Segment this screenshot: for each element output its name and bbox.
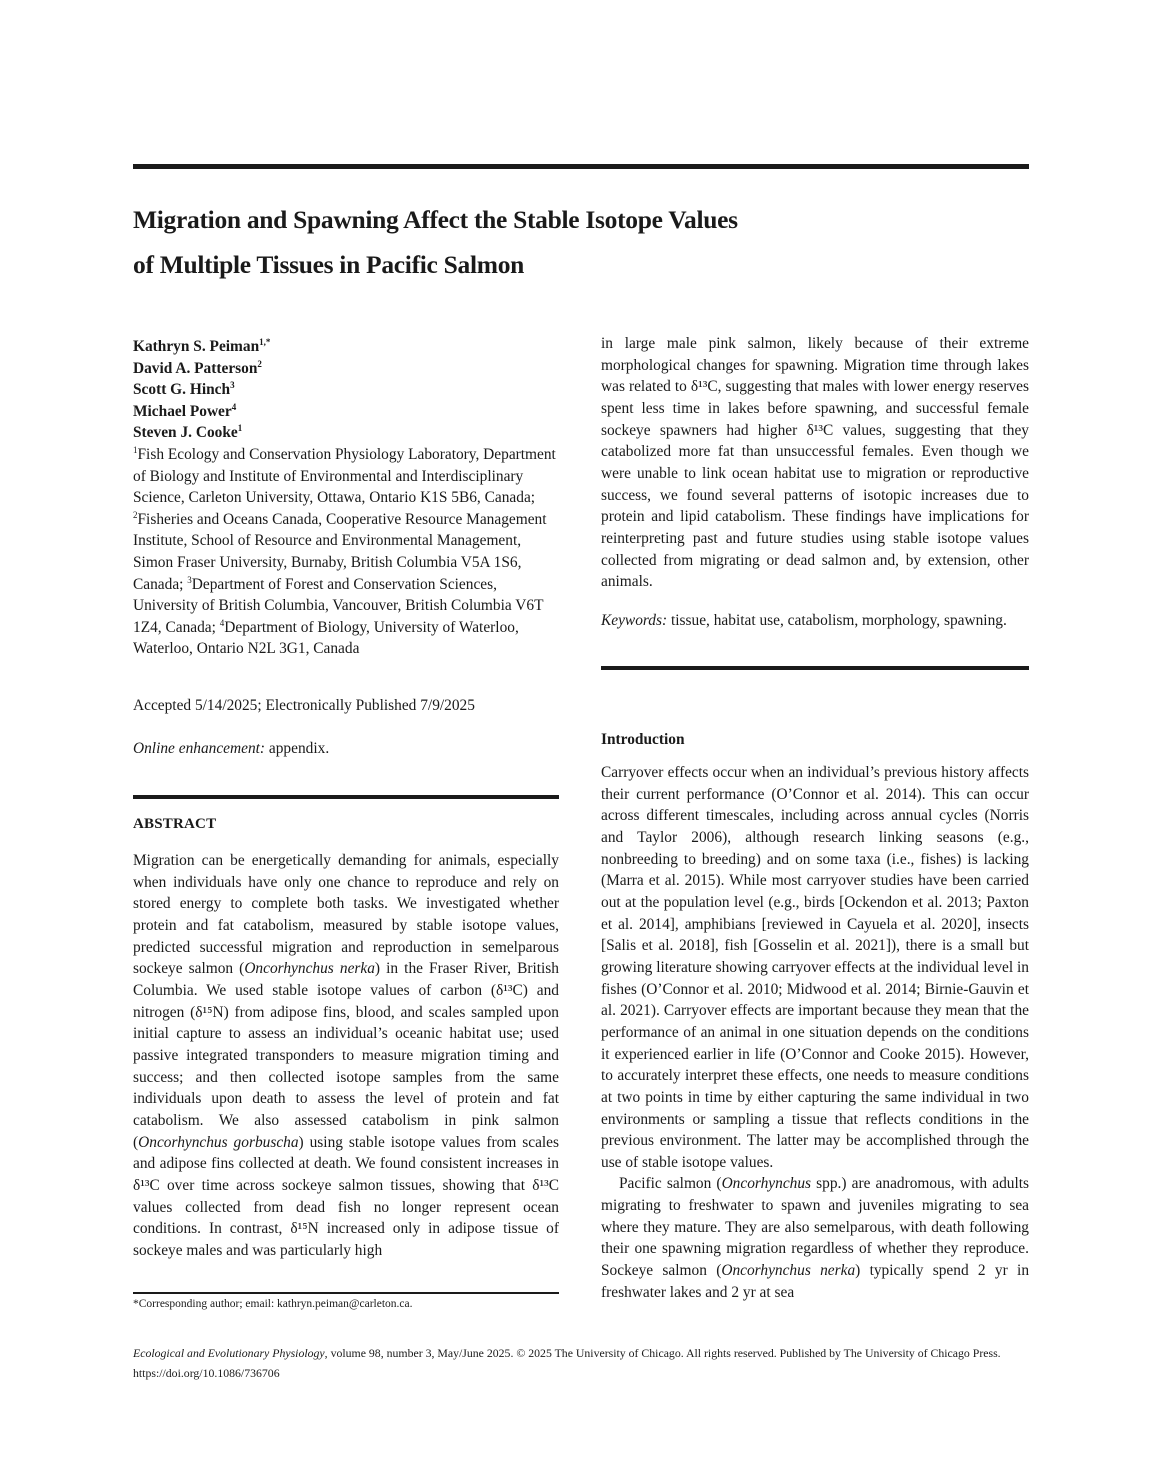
affiliation-3: Department of Forest and Conservation Sciences, University of British Columbia, Vancouver, British Columbia V6T 1Z4, Canada; (133, 575, 544, 636)
top-rule (133, 164, 1029, 169)
author-name: Scott G. Hinch (133, 381, 231, 399)
intro-text: spp.) are anadromous, with adults migrating to freshwater to spawn and juveniles migrating to sea where they mature. They are also semelparous, with death following their one spawning migration regardless of whether they reproduce. Sockeye salmon ( (601, 1175, 1029, 1280)
abstract-heading: ABSTRACT (133, 816, 217, 832)
affiliation-1: Fish Ecology and Conservation Physiology Laboratory, Department of Biology and Institute of Environmental and Interdisciplinary Science, Carleton University, Ottawa, Ontario K1S 5B6, Canada; (133, 445, 556, 507)
author (133, 401, 559, 423)
intro-paragraph-1: Carryover effects occur when an individual’s previous history affects their current performance (O’Connor et al. 2014). This can occur across different timescales, including across annual cycles (Norris and Taylor 2006), although research linking seasons (e.g., nonbreeding to breeding) and on some taxa (i.e., fishes) is lacking (Marra et al. 2015). While most carryover studies have been carried out at the population level (e.g., birds [Ockendon et al. 2013; Paxton et al. 2014], amphibians [reviewed in Cayuela et al. 2020], insects [Salis et al. 2018], fish [Gosselin et al. 2021]), there is a small but growing literature showing carryover effects at the individual level in fishes (O’Connor et al. 2010; Midwood et al. 2014; Birnie-Gauvin et al. 2021). Carryover effects are important because they mean that the performance of an animal in one situation depends on the conditions it experienced earlier in life (O’Connor and Cooke 2015). However, to accurately interpret these effects, one needs to measure conditions at two points in time by either capturing the same individual in two environments or sampling a tissue that reflects conditions in the previous environment. The latter may be accomplished through the use of stable isotope values. (601, 764, 1029, 1171)
species-name: Oncorhynchus nerka (721, 1262, 856, 1280)
introduction-heading: Introduction (601, 731, 685, 748)
journal-name: Ecological and Evolutionary Physiology (133, 1346, 325, 1360)
author-name: Steven J. Cooke (133, 424, 238, 442)
genus-name: Oncorhynchus (721, 1175, 812, 1193)
intro-text: Pacific salmon ( (619, 1175, 722, 1193)
author-block (133, 336, 559, 660)
affiliations (133, 444, 559, 660)
journal-citation-footer (133, 1343, 1029, 1383)
keywords-list: tissue, habitat use, catabolism, morphology, spawning. (667, 612, 1007, 629)
author-affiliation-mark: 3 (230, 380, 235, 391)
abstract-rule (133, 795, 559, 799)
author (133, 422, 559, 444)
affiliation-mark: 4 (219, 617, 225, 628)
abstract-text: ) using stable isotope values from scales and adipose fins collected at death. We found consistent increases in δ¹³C over time across sockeye salmon tissues, showing that δ¹³C values collected from dead fish no longer represent ocean conditions. In contrast, δ¹⁵N increased only in adipose tissue of sockeye males and was particularly high (133, 1133, 559, 1259)
species-name: Oncorhynchus nerka (244, 960, 375, 978)
affiliation-2: Fisheries and Oceans Canada, Cooperative Resource Management Institute, School of Resource and Environmental Management, Simon Fraser University, Burnaby, British Columbia V5A 1S6, Canada; (133, 510, 547, 593)
online-enhancement-link[interactable]: appendix. (265, 740, 330, 757)
intro-text: ) typically spend 2 yr in freshwater lakes and 2 yr at sea (601, 1262, 1030, 1301)
author-affiliation-mark: 2 (257, 358, 262, 369)
title-line-1: Migration and Spawning Affect the Stable Isotope Values (133, 205, 738, 234)
abstract-body (133, 850, 559, 1261)
author-affiliation-mark: 1,* (259, 337, 271, 347)
affiliation-4: Department of Biology, University of Waterloo, Waterloo, Ontario N2L 3G1, Canada (133, 618, 519, 658)
keywords-label: Keywords: (601, 612, 668, 629)
author (133, 358, 559, 380)
affiliation-mark: 1 (133, 444, 138, 455)
author (133, 336, 559, 358)
section-rule (601, 666, 1029, 670)
author-name: Michael Power (133, 402, 232, 420)
online-enhancement-label: Online enhancement: (133, 740, 266, 757)
species-name: Oncorhynchus gorbuscha (138, 1133, 299, 1151)
online-enhancement (133, 740, 329, 758)
author (133, 379, 559, 401)
affiliation-mark: 2 (133, 509, 138, 520)
abstract-text: Migration can be energetically demanding for animals, especially when individuals have only one chance to reproduce and rely on stored energy to complete both tasks. We investigated whether protein and fat catabolism, measured by stable isotope values, predicted successful migration and reproduction in semelparous sockeye salmon ( (133, 852, 559, 978)
title-line-2: of Multiple Tissues in Pacific Salmon (133, 250, 525, 279)
author-affiliation-mark: 4 (231, 401, 237, 412)
article-title (133, 197, 1029, 287)
journal-details: , volume 98, number 3, May/June 2025. © 2025 The University of Chicago. All rights reserved. Published by The University of Chicago Press. https://doi.org/10.1086/736706 (133, 1346, 1001, 1380)
author-name: Kathryn S. Peiman (133, 338, 260, 355)
author-affiliation-mark: 1 (237, 423, 243, 434)
footnote-rule (133, 1292, 559, 1294)
author-name: David A. Patterson (133, 359, 258, 377)
intro-paragraph-2 (601, 1173, 1029, 1303)
corresponding-author-footnote: *Corresponding author; email: kathryn.peiman@carleton.ca. (133, 1298, 413, 1310)
introduction-body (601, 762, 1029, 1303)
publication-dates: Accepted 5/14/2025; Electronically Published 7/9/2025 (133, 697, 475, 714)
affiliation-mark: 3 (187, 574, 192, 585)
abstract-text: ) in the Fraser River, British Columbia. We used stable isotope values of carbon (δ¹³C) and nitrogen (δ¹⁵N) from adipose fins, blood, and scales sampled upon initial capture to assess an individual’s oceanic habitat use; used passive integrated transponders to measure migration timing and success; and then collected isotope samples from the same individuals upon death to assess the level of protein and fat catabolism. We also assessed catabolism in pink salmon ( (133, 960, 559, 1151)
keywords (601, 612, 1029, 630)
abstract-continued: in large male pink salmon, likely because of their extreme morphological changes for spawning. Migration time through lakes was related to δ¹³C, suggesting that males with lower energy reserves spent less time in lakes before spawning, and successful female sockeye spawners had higher δ¹³C values, suggesting that they catabolized more fat than unsuccessful females. Even though we were unable to link ocean habitat use to migration or reproductive success, we found several patterns of isotopic increases due to protein and lipid catabolism. These findings have implications for reinterpreting past and future studies using stable isotope values collected from migrating or dead salmon and, by extension, other animals. (601, 335, 1029, 591)
